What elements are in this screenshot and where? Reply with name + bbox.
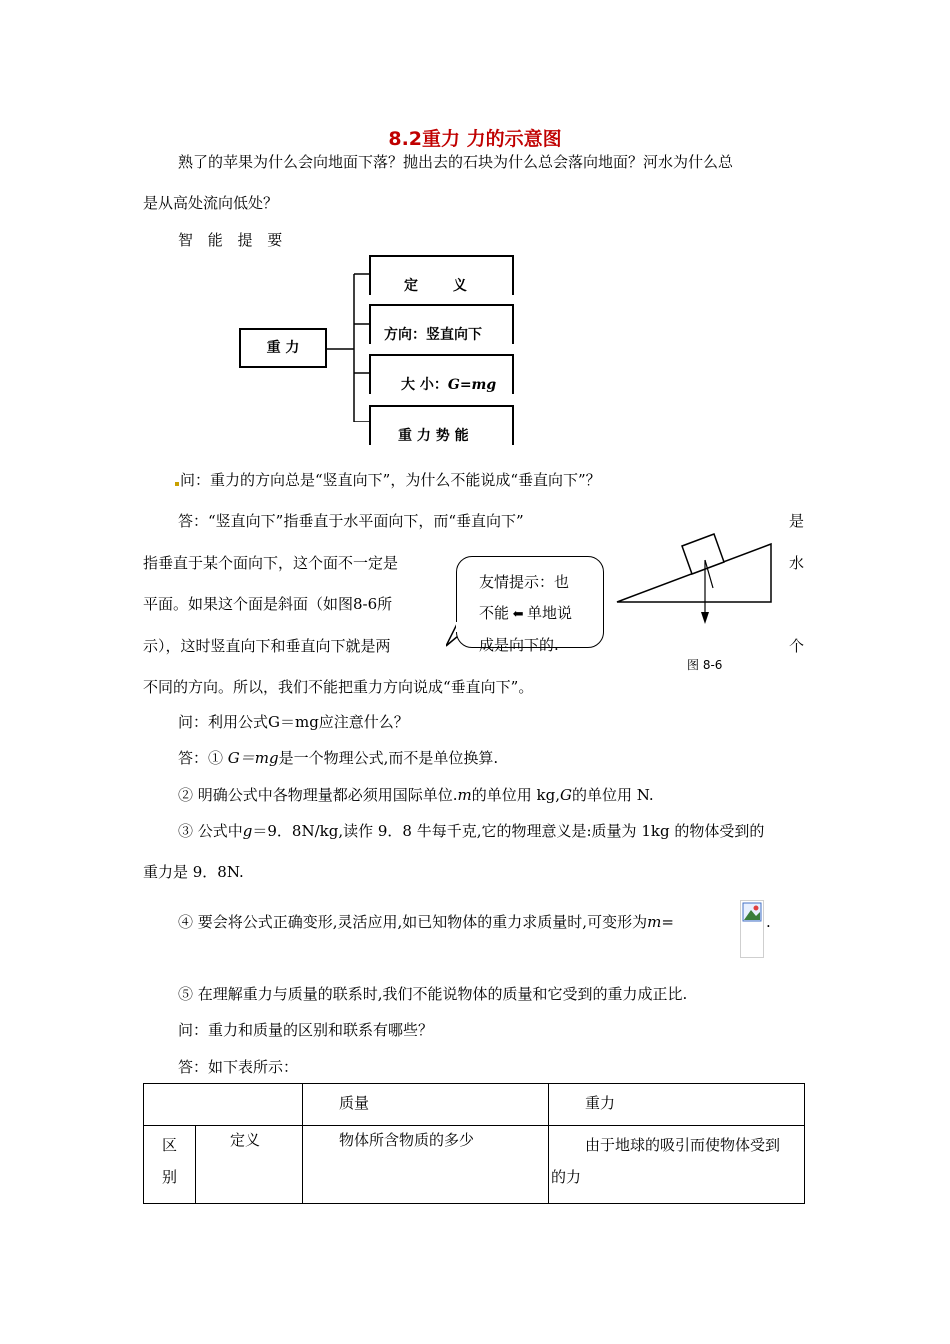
diagram-root-label: 重 力	[266, 340, 300, 356]
intro-line-1: 熟了的苹果为什么会向地面下落？抛出去的石块为什么总会落向地面？河水为什么总	[178, 153, 734, 171]
qa1-answer-line-1-end: 是	[789, 512, 805, 530]
bullet-mark	[175, 482, 179, 486]
tip-line-2: 不能 ⬅ 单地说	[479, 598, 603, 630]
qa2-answer-4: ④ 要会将公式正确变形,灵活应用,如已知物体的重力求质量时,可变形为m=	[178, 913, 674, 931]
branch-label-potential-energy: 重 力 势 能	[398, 428, 469, 444]
table-row	[144, 1126, 805, 1204]
qa1-answer-line-4: 示），这时竖直向下和垂直向下就是两	[143, 637, 391, 655]
table-header-empty	[144, 1084, 303, 1126]
qa2-answer-3-cont: 重力是 9．8N.	[143, 863, 244, 881]
table-header-weight: 重力	[549, 1084, 805, 1126]
arrow-left-icon: ⬅	[512, 607, 524, 622]
tip-line-1: 友情提示：也	[479, 573, 570, 591]
page-title: 8.2重力 力的示意图	[388, 128, 562, 150]
tip-line-3: 成是向下的.	[479, 636, 559, 654]
diagram-root-box	[239, 328, 327, 368]
branch-label-direction: 方向：竖直向下	[384, 327, 482, 343]
diagram-branch-magnitude	[369, 354, 514, 394]
qa1-answer-line-5: 不同的方向。所以，我们不能把重力方向说成“垂直向下”。	[143, 678, 534, 696]
table-header-mass: 质量	[303, 1084, 549, 1126]
figure-caption: 图 8-6	[687, 658, 723, 672]
qa2-answer-2: ② 明确公式中各物理量都必须用国际单位.m的单位用 kg,G的单位用 N.	[178, 786, 654, 804]
intro-line-2: 是从高处流向低处？	[143, 194, 279, 212]
qa2-answer-4-end: .	[766, 913, 771, 931]
qa1-answer-line-4-end: 个	[789, 637, 805, 655]
section-label: 智 能 提 要	[178, 231, 283, 249]
table-cell-mass-definition: 物体所含物质的多少	[303, 1126, 549, 1204]
qa3-answer: 答：如下表所示：	[178, 1058, 299, 1076]
qa1-question: 问：重力的方向总是“竖直向下”，为什么不能说成“垂直向下”？	[180, 471, 601, 489]
qa2-question: 问：利用公式G＝mg应注意什么？	[178, 713, 409, 731]
formula-image-placeholder	[740, 900, 764, 958]
qa1-answer-line-1: 答：“竖直向下”指垂直于水平面向下，而“垂直向下”	[178, 512, 524, 530]
branch-label-magnitude: 大 小：G=mg	[401, 377, 497, 393]
qa1-answer-line-2: 指垂直于某个面向下，这个面不一定是	[143, 554, 399, 572]
diagram-branch-direction	[369, 304, 514, 344]
qa2-answer-1: 答：① G＝mg是一个物理公式,而不是单位换算.	[178, 749, 499, 767]
table-group-label: 区 别	[144, 1126, 196, 1204]
table-header-row	[144, 1084, 805, 1126]
qa1-answer-line-2-end: 水	[789, 554, 805, 572]
branch-label-definition: 定 义	[404, 278, 467, 294]
tip-bubble-tail-mask	[452, 556, 464, 636]
table-cell-weight-definition: 由于地球的吸引而使物体受到 的力	[549, 1126, 805, 1204]
qa2-answer-5: ⑤ 在理解重力与质量的联系时,我们不能说物体的质量和它受到的重力成正比.	[178, 985, 688, 1003]
formula-g-mg: G=mg	[447, 377, 497, 393]
broken-image-icon	[741, 901, 763, 923]
tip-bubble	[456, 556, 604, 654]
incline-figure	[612, 528, 776, 630]
diagram-branch-potential-energy	[369, 405, 514, 445]
diagram-branch-definition	[369, 255, 514, 295]
qa3-question: 问：重力和质量的区别和联系有哪些？	[178, 1021, 434, 1039]
mass-weight-table	[143, 1083, 805, 1204]
table-row-label-definition: 定义	[196, 1126, 303, 1204]
qa1-answer-line-3: 平面。如果这个面是斜面（如图8-6所	[143, 595, 393, 613]
qa2-answer-3: ③ 公式中g＝9．8N/kg,读作 9．8 牛每千克,它的物理意义是:质量为 1kg 的物体受到的	[178, 822, 765, 840]
